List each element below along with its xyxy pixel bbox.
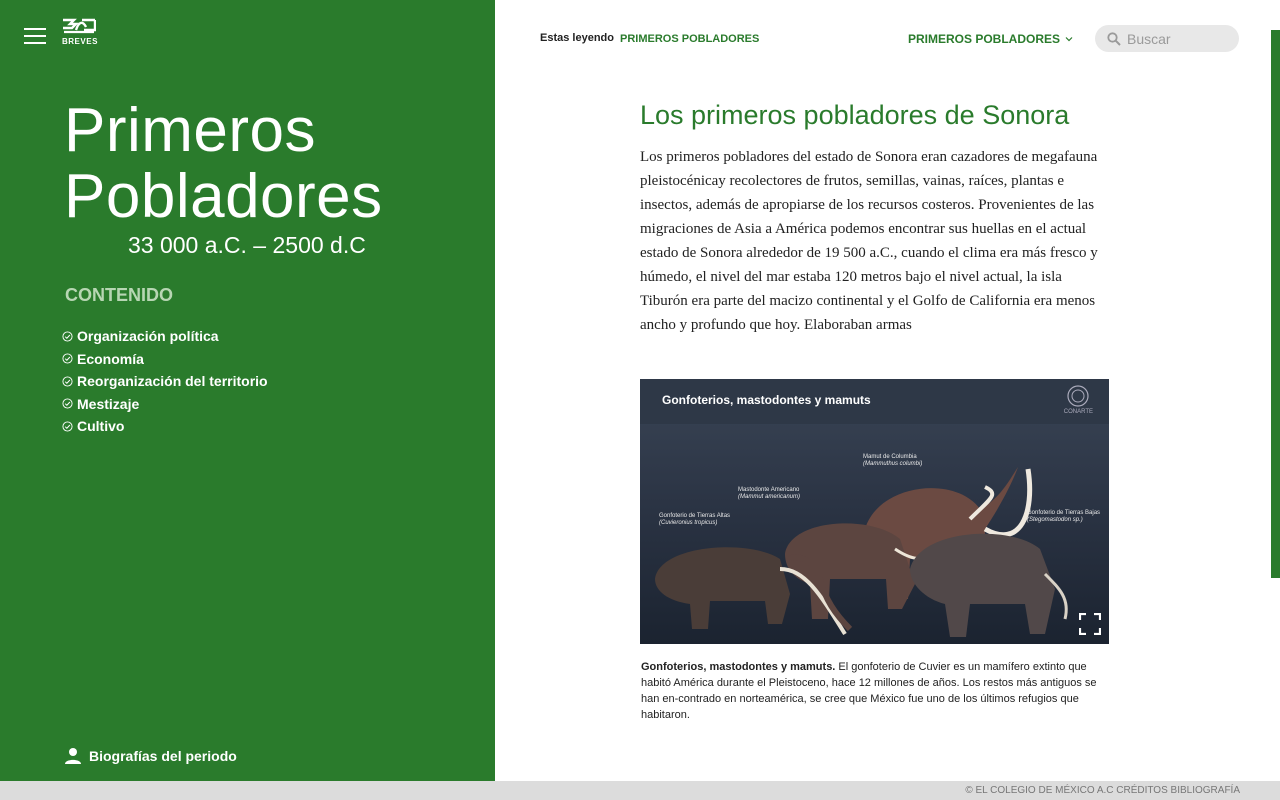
search-icon — [1107, 32, 1121, 46]
scroll-indicator[interactable] — [1271, 30, 1280, 578]
title-line-1: Primeros — [64, 96, 317, 165]
chevron-down-icon — [1065, 36, 1073, 42]
table-of-contents — [62, 325, 268, 438]
toc-item-label: Organización política — [77, 328, 219, 345]
figure-caption — [641, 659, 1111, 723]
figure-title: Gonfoterios, mastodontes y mamuts — [662, 393, 871, 407]
fullscreen-icon[interactable] — [1079, 613, 1101, 635]
title-line-2: Pobladores — [64, 162, 383, 231]
search-box[interactable] — [1095, 25, 1239, 52]
check-circle-icon — [62, 421, 73, 432]
label-gonfoterio-altas — [659, 513, 730, 527]
caption-bold: Gonfoterios, mastodontes y mamuts. — [641, 661, 836, 673]
section-dropdown[interactable] — [908, 32, 1073, 46]
label-mamut-name: Mamut de Columbia — [863, 454, 917, 460]
toc-item-label: Cultivo — [77, 418, 125, 435]
label-bajas-name: Gonfoterio de Tierras Bajas — [1027, 510, 1101, 516]
article-title: Los primeros pobladores de Sonora — [640, 100, 1070, 130]
article-body: Los primeros pobladores del estado de Sonora eran cazadores de megafauna pleistocénicay recolectores de frutos, semillas, vainas, raíces, plantas e insectos, además de apropiarse de los recursos costeros. Provenientes de las migraciones de Asia a América podemos encontrar sus huellas en el actual estado de Sonora alrededor de 19 500 a.C., cuando el clima era más fresco y húmedo, el nivel del mar estaba 120 metros bajo el nivel actual, la isla Tiburón era parte del macizo continental y el Golfo de California era menos ancho y profundo que hoy. Elaboraban armas — [640, 149, 1098, 333]
label-altas-sci: (Cuvieronius tropicus) — [659, 520, 718, 526]
label-gonfoterio-bajas — [1027, 510, 1100, 524]
person-icon — [64, 747, 82, 765]
check-circle-icon — [62, 353, 73, 364]
label-altas-name: Gonfoterio de Tierras Altas — [659, 513, 731, 519]
seal-icon — [1067, 385, 1089, 407]
search-input[interactable] — [1127, 31, 1232, 47]
footer-credits[interactable]: © EL COLEGIO DE MÉXICO A.C CRÉDITOS BIBLIOGRAFÍA — [965, 785, 1240, 796]
toc-item-economia[interactable] — [62, 348, 268, 371]
toc-item-cultivo[interactable] — [62, 415, 268, 438]
label-mamut-sci: (Mammuthus columbi) — [863, 461, 923, 467]
article-figure[interactable] — [640, 379, 1109, 644]
section-dropdown-label: PRIMEROS POBLADORES — [908, 32, 1061, 46]
conarte-logo-text: CONARTE — [1063, 409, 1093, 415]
label-mamut — [863, 454, 922, 468]
toc-item-label: Economía — [77, 350, 144, 367]
check-circle-icon — [62, 331, 73, 342]
breves-logo[interactable] — [62, 18, 98, 46]
footer — [0, 781, 1280, 800]
sidebar — [0, 0, 495, 781]
current-section-link[interactable]: PRIMEROS POBLADORES — [620, 33, 760, 45]
toc-item-label: Mestizaje — [77, 395, 140, 412]
check-circle-icon — [62, 376, 73, 387]
toc-item-mestizaje[interactable] — [62, 393, 268, 416]
label-mastodonte-name: Mastodonte Americano — [738, 487, 800, 493]
breves-logo-icon — [62, 18, 96, 35]
contents-heading: CONTENIDO — [65, 285, 173, 305]
logo-text: BREVES — [62, 37, 98, 46]
toc-item-reorganizacion[interactable] — [62, 370, 268, 393]
biographies-label: Biografías del periodo — [89, 748, 237, 764]
label-mastodonte-sci: (Mammut americanum) — [738, 494, 801, 500]
reading-label: Estas leyendo — [540, 32, 614, 44]
label-mastodonte — [738, 487, 800, 501]
hamburger-menu-icon[interactable] — [24, 28, 46, 46]
period-dates: 33 000 a.C. – 2500 d.C — [128, 232, 366, 258]
toc-item-organizacion[interactable] — [62, 325, 268, 348]
caption-text: El gonfoterio de Cuvier es un mamífero extinto que habitó América durante el Pleistoceno, hace 12 millones de años. Los restos más antiguos se han en-contrado en norteamérica, se cree que México fue uno de los últimos refugios que habitaron. — [641, 661, 1097, 721]
label-bajas-sci: (Stegomastodon sp.) — [1027, 517, 1083, 523]
biographies-link[interactable] — [64, 747, 237, 765]
toc-item-label: Reorganización del territorio — [77, 373, 268, 390]
conarte-logo — [1064, 385, 1093, 415]
check-circle-icon — [62, 398, 73, 409]
page-title — [64, 98, 383, 230]
